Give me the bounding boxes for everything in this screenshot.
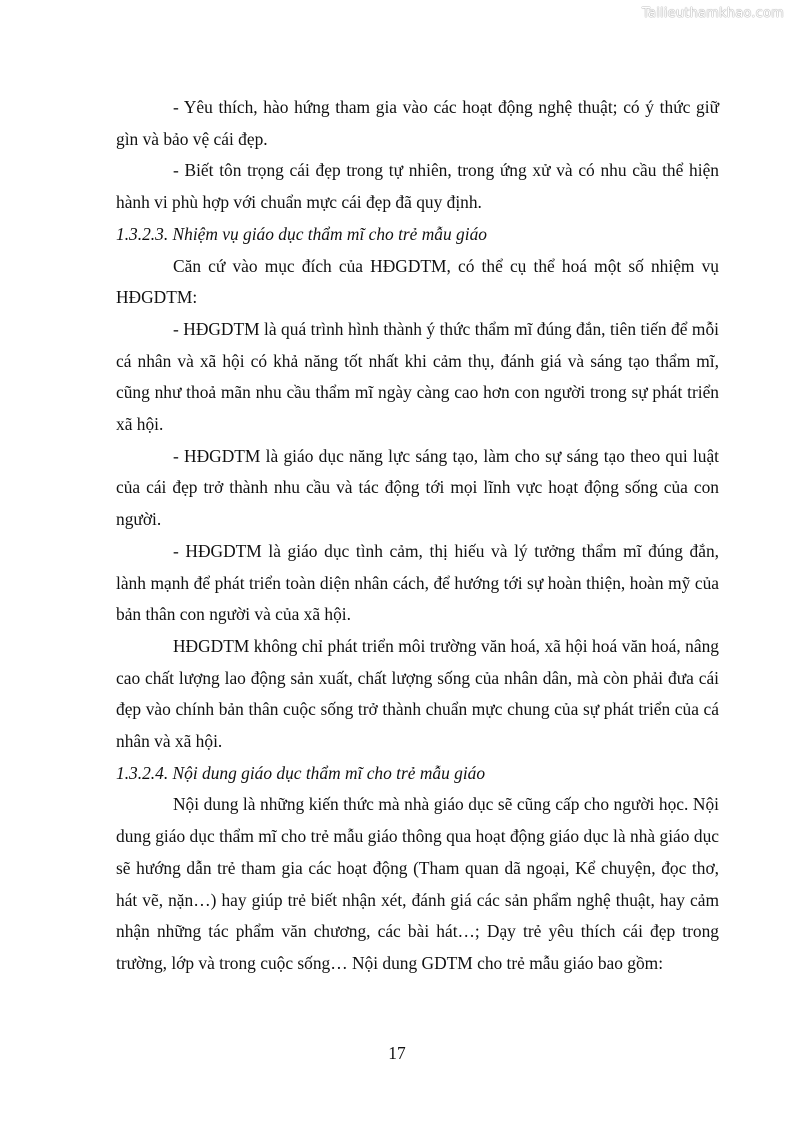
paragraph-task-emotion: - HĐGDTM là giáo dục tình cảm, thị hiếu và lý tưởng thẩm mĩ đúng đắn, lành mạnh để phát triển toàn diện nhân cách, để hướng tới sự hoàn thiện, hoàn mỹ của bản thân con người và của xã hội. [116,540,719,625]
paragraph-tasks-intro: Căn cứ vào mục đích của HĐGDTM, có thể cụ thể hoá một số nhiệm vụ HĐGDTM: [116,255,719,308]
paragraph-hdgdtm-scope: HĐGDTM không chỉ phát triển môi trường văn hoá, xã hội hoá văn hoá, nâng cao chất lượng lao động sản xuất, chất lượng sống của nhân dân, mà còn phải đưa cái đẹp vào chính bản thân cuộc sống trở thành chuẩn mực chung của sự phát triển của cá nhân và xã hội. [116,635,719,752]
paragraph-like-art: - Yêu thích, hào hứng tham gia vào các hoạt động nghệ thuật; có ý thức giữ gìn và bảo vệ cái đẹp. [116,97,719,149]
document-body [116,92,719,980]
paragraph-task-creativity: - HĐGDTM là giáo dục năng lực sáng tạo, làm cho sự sáng tạo theo qui luật của cái đẹp trở thành nhu cầu và tác động tới mọi lĩnh vực hoạt động sống của con người. [116,445,719,530]
section-heading-1-3-2-4: 1.3.2.4. Nội dung giáo dục thẩm mĩ cho trẻ mẫu giáo [116,762,486,783]
section-heading-1-3-2-3: 1.3.2.3. Nhiệm vụ giáo dục thẩm mĩ cho trẻ mẫu giáo [116,223,487,244]
paragraph-task-consciousness: - HĐGDTM là quá trình hình thành ý thức thẩm mĩ đúng đắn, tiên tiến để mỗi cá nhân và xã hội có khả năng tốt nhất khi cảm thụ, đánh giá và sáng tạo thẩm mĩ, cũng như thoả mãn nhu cầu thẩm mĩ ngày càng cao hơn con người trong sự phát triển xã hội. [116,318,719,435]
watermark: Tailieuthamkhao.com [642,6,784,21]
paragraph-content-definition: Nội dung là những kiến thức mà nhà giáo dục sẽ cũng cấp cho người học. Nội dung giáo dục thẩm mĩ cho trẻ mẫu giáo thông qua hoạt động giáo dục là nhà giáo dục sẽ hướng dẫn trẻ tham gia các hoạt động (Tham quan dã ngoại, Kể chuyện, đọc thơ, hát vẽ, nặn…) hay giúp trẻ biết nhận xét, đánh giá các sản phẩm nghệ thuật, hay cảm nhận những tác phẩm văn chương, các bài hát…; Dạy trẻ yêu thích cái đẹp trong trường, lớp và trong cuộc sống… Nội dung GDTM cho trẻ mẫu giáo bao gồm: [116,794,719,973]
paragraph-respect-beauty: - Biết tôn trọng cái đẹp trong tự nhiên, trong ứng xử và có nhu cầu thể hiện hành vi phù hợp với chuẩn mực cái đẹp đã quy định. [116,160,719,213]
page-number: 17 [388,1043,406,1063]
